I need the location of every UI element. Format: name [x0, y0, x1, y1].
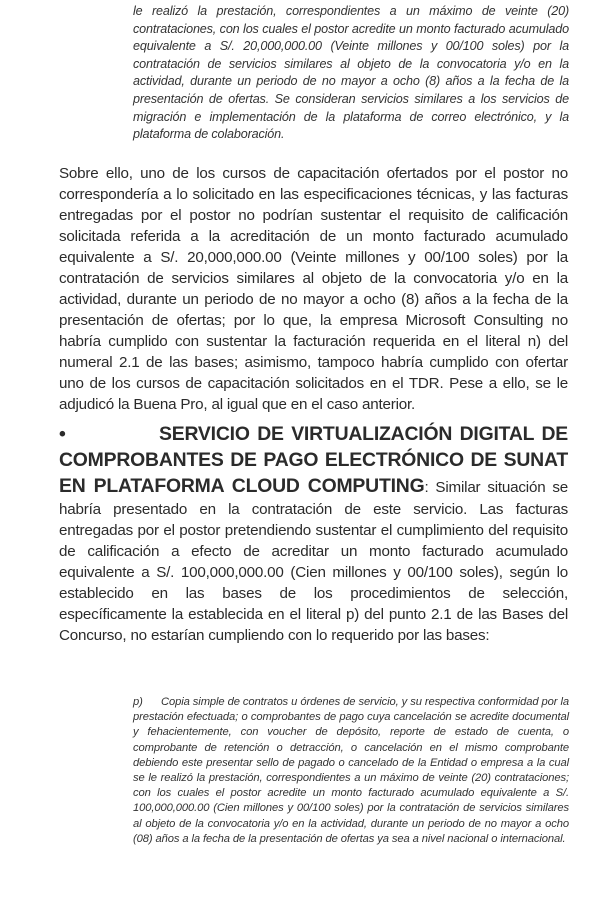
literal-label: p)	[133, 696, 143, 708]
section-paragraph	[59, 421, 568, 646]
section-body-text: Similar situación se habría presentado en la contratación de este servicio. Las facturas entregadas por el postor pretendiendo sustentar el cumplimiento del requisito de calificación a efecto de acreditar un monto facturado acumulado equivalente a S/. 100,000,000.00 (Cien millones y 00/100 soles), según lo establecido en las bases de los procedimientos de selección, específicamente la establecida en el literal p) del punto 2.1 de las Bases del Concurso, no estarían cumpliendo con lo requerido por las bases:	[59, 479, 568, 644]
paragraph-microsoft-consulting: Sobre ello, uno de los cursos de capacitación ofertados por el postor no correspondería a lo solicitado en las especificaciones técnicas, y las facturas entregadas por el postor no podrían sustentar el requisito de calificación solicitada referida a la acreditación de un monto facturado acumulado equivalente a S/. 20,000,000.00 (Veinte millones y 00/100 soles) por la contratación de servicios similares al objeto de la convocatoria y/o en la actividad, durante un periodo de no mayor a ocho (8) años a la fecha de la presentación de ofertas; por lo que, la empresa Microsoft Consulting no habría cumplido con sustentar la facturación requerida en el literal n) del numeral 2.1 de las bases; asimismo, tampoco habría cumplido con ofertar uno de los cursos de capacitación solicitados en el TDR. Pese a ello, se le adjudicó la Buena Pro, al igual que en el caso anterior.	[59, 165, 568, 413]
literal-text: Copia simple de contratos u órdenes de servicio, y su respectiva conformidad por la prestación efectuada; o comprobantes de pago cuya cancelación se acredite documental y fehacientemente, con voucher de depósito, reporte de estado de cuenta, o comprobante de retención o detracción, o cancelación en el mismo comprobante debiendo este presentar sello de pagado o cancelado de la Entidad o empresa a la cual se le realizó la prestación, correspondientes a un máximo de veinte (20) contrataciones; con los cuales el postor acredite un monto facturado acumulado equivalente a S/. 100,000,000.00 (Cien millones y 00/100 soles) por la contratación de servicios similares al objeto de la convocatoria y/o en la actividad, durante un periodo de no mayor a ocho (08) años a la fecha de la presentación de ofertas ya sea a nivel nacional o internacional.	[133, 696, 569, 845]
quoted-requirement-top: le realizó la prestación, correspondientes a un máximo de veinte (20) contrataciones, con los cuales el postor acredite un monto facturado acumulado equivalente a S/. 20,000,000.00 (Veinte millones y 00/100 soles) por la contratación de servicios similares al objeto de la convocatoria y/o en la actividad, durante un periodo de no mayor a ocho (8) años a la fecha de la presentación de ofertas. Se consideran servicios similares a los servicios de migración e implementación de la plataforma de correo electrónico, y la plataforma de colaboración.	[133, 4, 569, 142]
quoted-requirement-literal-p	[133, 695, 569, 847]
section-virtualizacion-digital	[59, 421, 568, 646]
bullet-icon: •	[59, 423, 66, 445]
section-heading-colon: :	[424, 479, 429, 496]
section-heading-text: SERVICIO DE VIRTUALIZACIÓN DIGITAL DE COMPROBANTES DE PAGO ELECTRÓNICO DE SUNAT EN PLATAFORMA CLOUD COMPUTING	[59, 423, 568, 497]
